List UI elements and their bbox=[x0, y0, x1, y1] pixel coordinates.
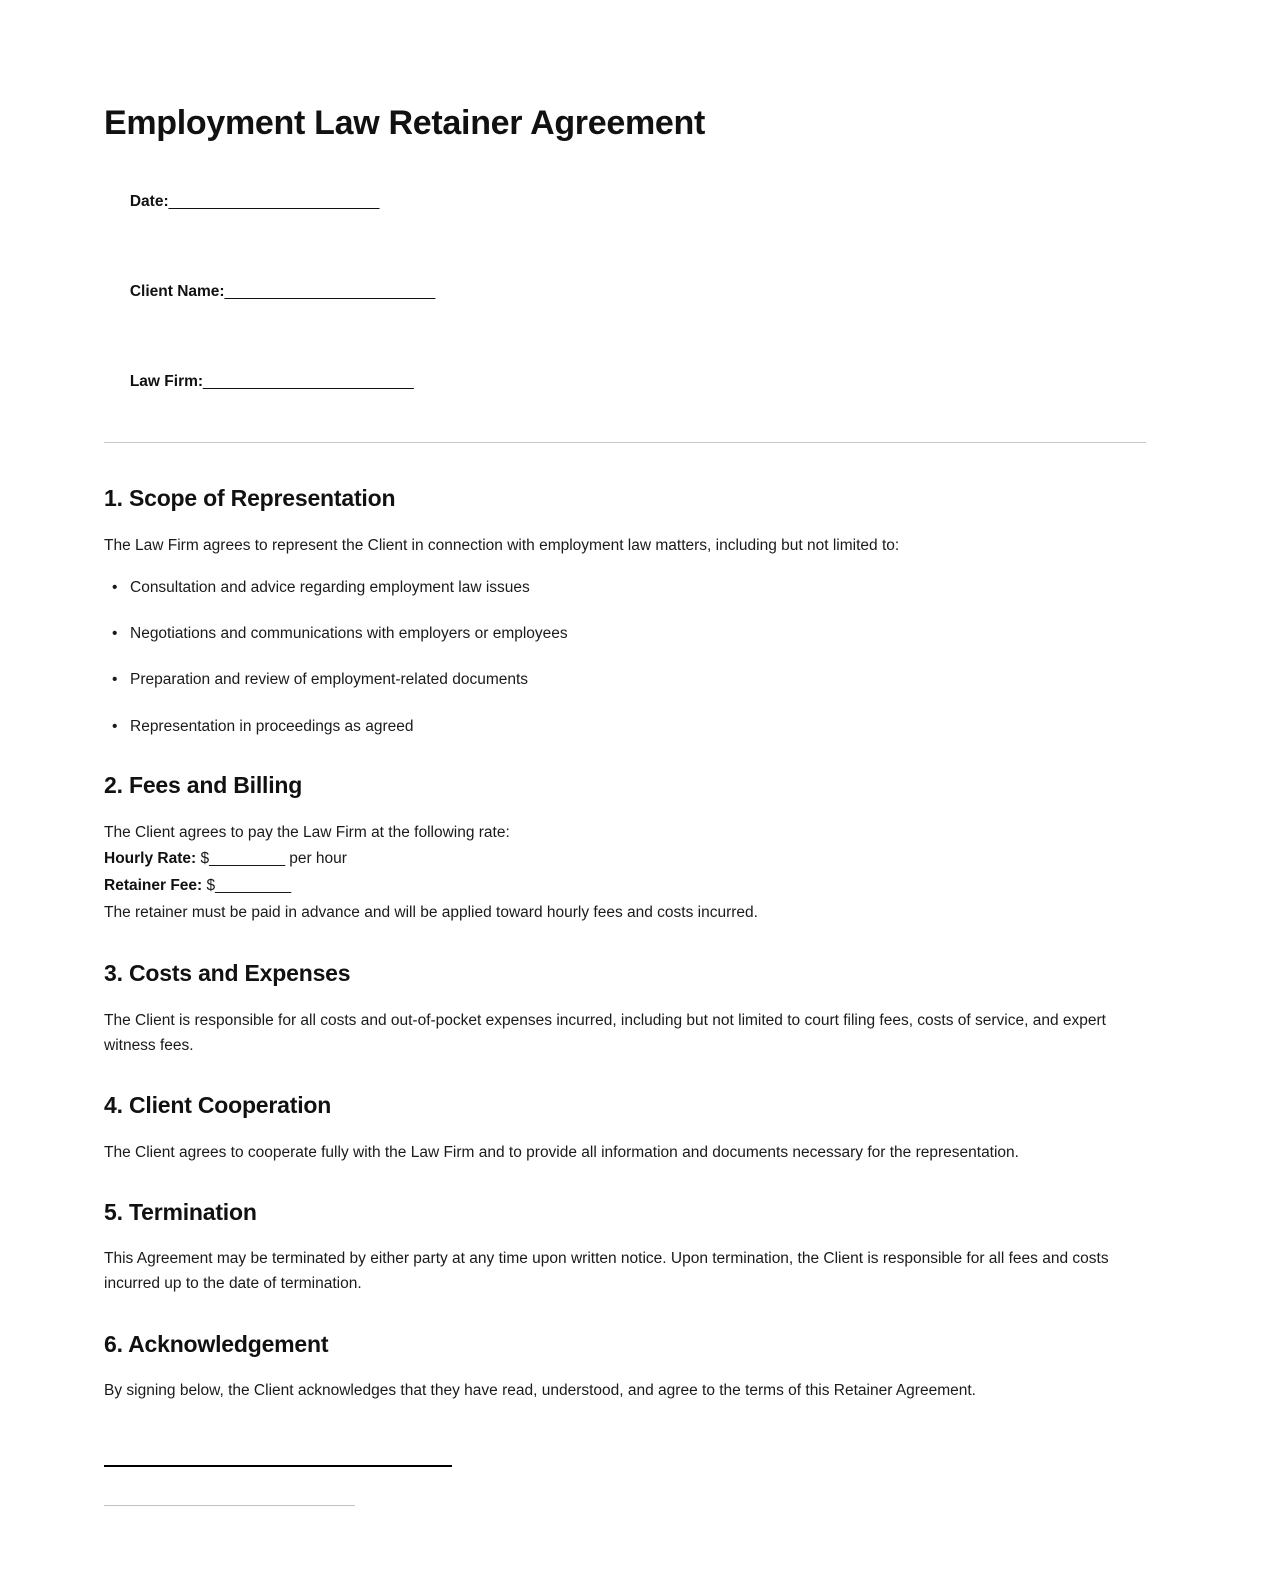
scope-bullet-list bbox=[104, 576, 1146, 738]
section-heading-2: 2. Fees and Billing bbox=[104, 771, 303, 798]
retainer-fee-blank[interactable]: _________ bbox=[215, 876, 291, 894]
field-row-client-name bbox=[104, 259, 1146, 324]
date-field-blank[interactable]: _________________________ bbox=[168, 192, 380, 210]
bullet-icon: • bbox=[112, 625, 118, 643]
retainer-closing-line bbox=[104, 900, 1146, 927]
hourly-rate-suffix: per hour bbox=[284, 850, 347, 868]
header-divider bbox=[104, 442, 1146, 443]
client-name-field-label: Client Name: bbox=[129, 282, 225, 300]
section-heading-4: 4. Client Cooperation bbox=[104, 1092, 332, 1119]
section-heading-1: 1. Scope of Representation bbox=[104, 485, 396, 512]
bullet-icon: • bbox=[112, 671, 118, 689]
list-item bbox=[104, 576, 1146, 599]
bullet-icon: • bbox=[112, 578, 118, 596]
section-heading-5: 5. Termination bbox=[104, 1198, 257, 1225]
list-item-label: Preparation and review of employment-related documents bbox=[130, 671, 529, 689]
section-heading-3: 3. Costs and Expenses bbox=[104, 960, 351, 987]
hourly-rate-label: Hourly Rate: bbox=[104, 850, 197, 868]
list-item bbox=[104, 622, 1146, 645]
fee-intro-text: The Client agrees to pay the Law Firm at the following rate: bbox=[104, 823, 510, 841]
section-1-intro: The Law Firm agrees to represent the Client in connection with employment law matters, including but not limited to: bbox=[104, 536, 900, 554]
section-5-body: This Agreement may be terminated by either party at any time upon written notice. Upon termination, the Client is responsible for all fees and costs incurred up to the date of termination. bbox=[104, 1250, 1109, 1293]
retainer-closing-text: The retainer must be paid in advance and will be applied toward hourly fees and costs incurred. bbox=[104, 903, 758, 921]
field-row-date bbox=[104, 169, 1146, 234]
document-content bbox=[104, 104, 1146, 1506]
retainer-fee-line bbox=[104, 873, 1146, 900]
signature-line[interactable] bbox=[104, 1465, 452, 1467]
date-field-label: Date: bbox=[129, 192, 169, 210]
signature-date-line[interactable] bbox=[104, 1505, 355, 1506]
retainer-fee-currency: $ bbox=[202, 876, 216, 894]
section-heading-6: 6. Acknowledgement bbox=[104, 1330, 329, 1357]
section-scope-of-representation bbox=[104, 485, 1146, 738]
hourly-rate-currency: $ bbox=[196, 850, 210, 868]
section-3-body: The Client is responsible for all costs and out-of-pocket expenses incurred, including but not limited to court filing fees, costs of service, and expert witness fees. bbox=[104, 1011, 1106, 1054]
section-fees-and-billing bbox=[104, 772, 1146, 926]
law-firm-field-blank[interactable]: _________________________ bbox=[203, 372, 414, 390]
list-item-label: Negotiations and communications with employers or employees bbox=[130, 625, 568, 643]
signature-area bbox=[104, 1465, 1146, 1506]
list-item bbox=[104, 715, 1146, 738]
list-item-label: Consultation and advice regarding employment law issues bbox=[130, 578, 530, 596]
section-acknowledgement bbox=[104, 1331, 1146, 1404]
law-firm-field-label: Law Firm: bbox=[129, 372, 204, 390]
field-row-law-firm bbox=[104, 349, 1146, 414]
retainer-fee-label: Retainer Fee: bbox=[104, 876, 203, 894]
fee-block bbox=[104, 820, 1146, 927]
list-item-label: Representation in proceedings as agreed bbox=[130, 717, 414, 735]
page-title: Employment Law Retainer Agreement bbox=[104, 104, 705, 142]
bullet-icon: • bbox=[112, 717, 118, 735]
section-client-cooperation bbox=[104, 1092, 1146, 1165]
fee-intro-line bbox=[104, 820, 1146, 847]
list-item bbox=[104, 668, 1146, 691]
client-name-field-blank[interactable]: _________________________ bbox=[224, 282, 436, 300]
section-6-body: By signing below, the Client acknowledges that they have read, understood, and agree to the terms of this Retainer Agreement. bbox=[104, 1382, 976, 1400]
hourly-rate-blank[interactable]: _________ bbox=[209, 850, 285, 868]
section-4-body: The Client agrees to cooperate fully with the Law Firm and to provide all information and documents necessary for the representation. bbox=[104, 1143, 1019, 1161]
section-termination bbox=[104, 1199, 1146, 1297]
hourly-rate-line bbox=[104, 846, 1146, 873]
section-costs-and-expenses bbox=[104, 960, 1146, 1058]
